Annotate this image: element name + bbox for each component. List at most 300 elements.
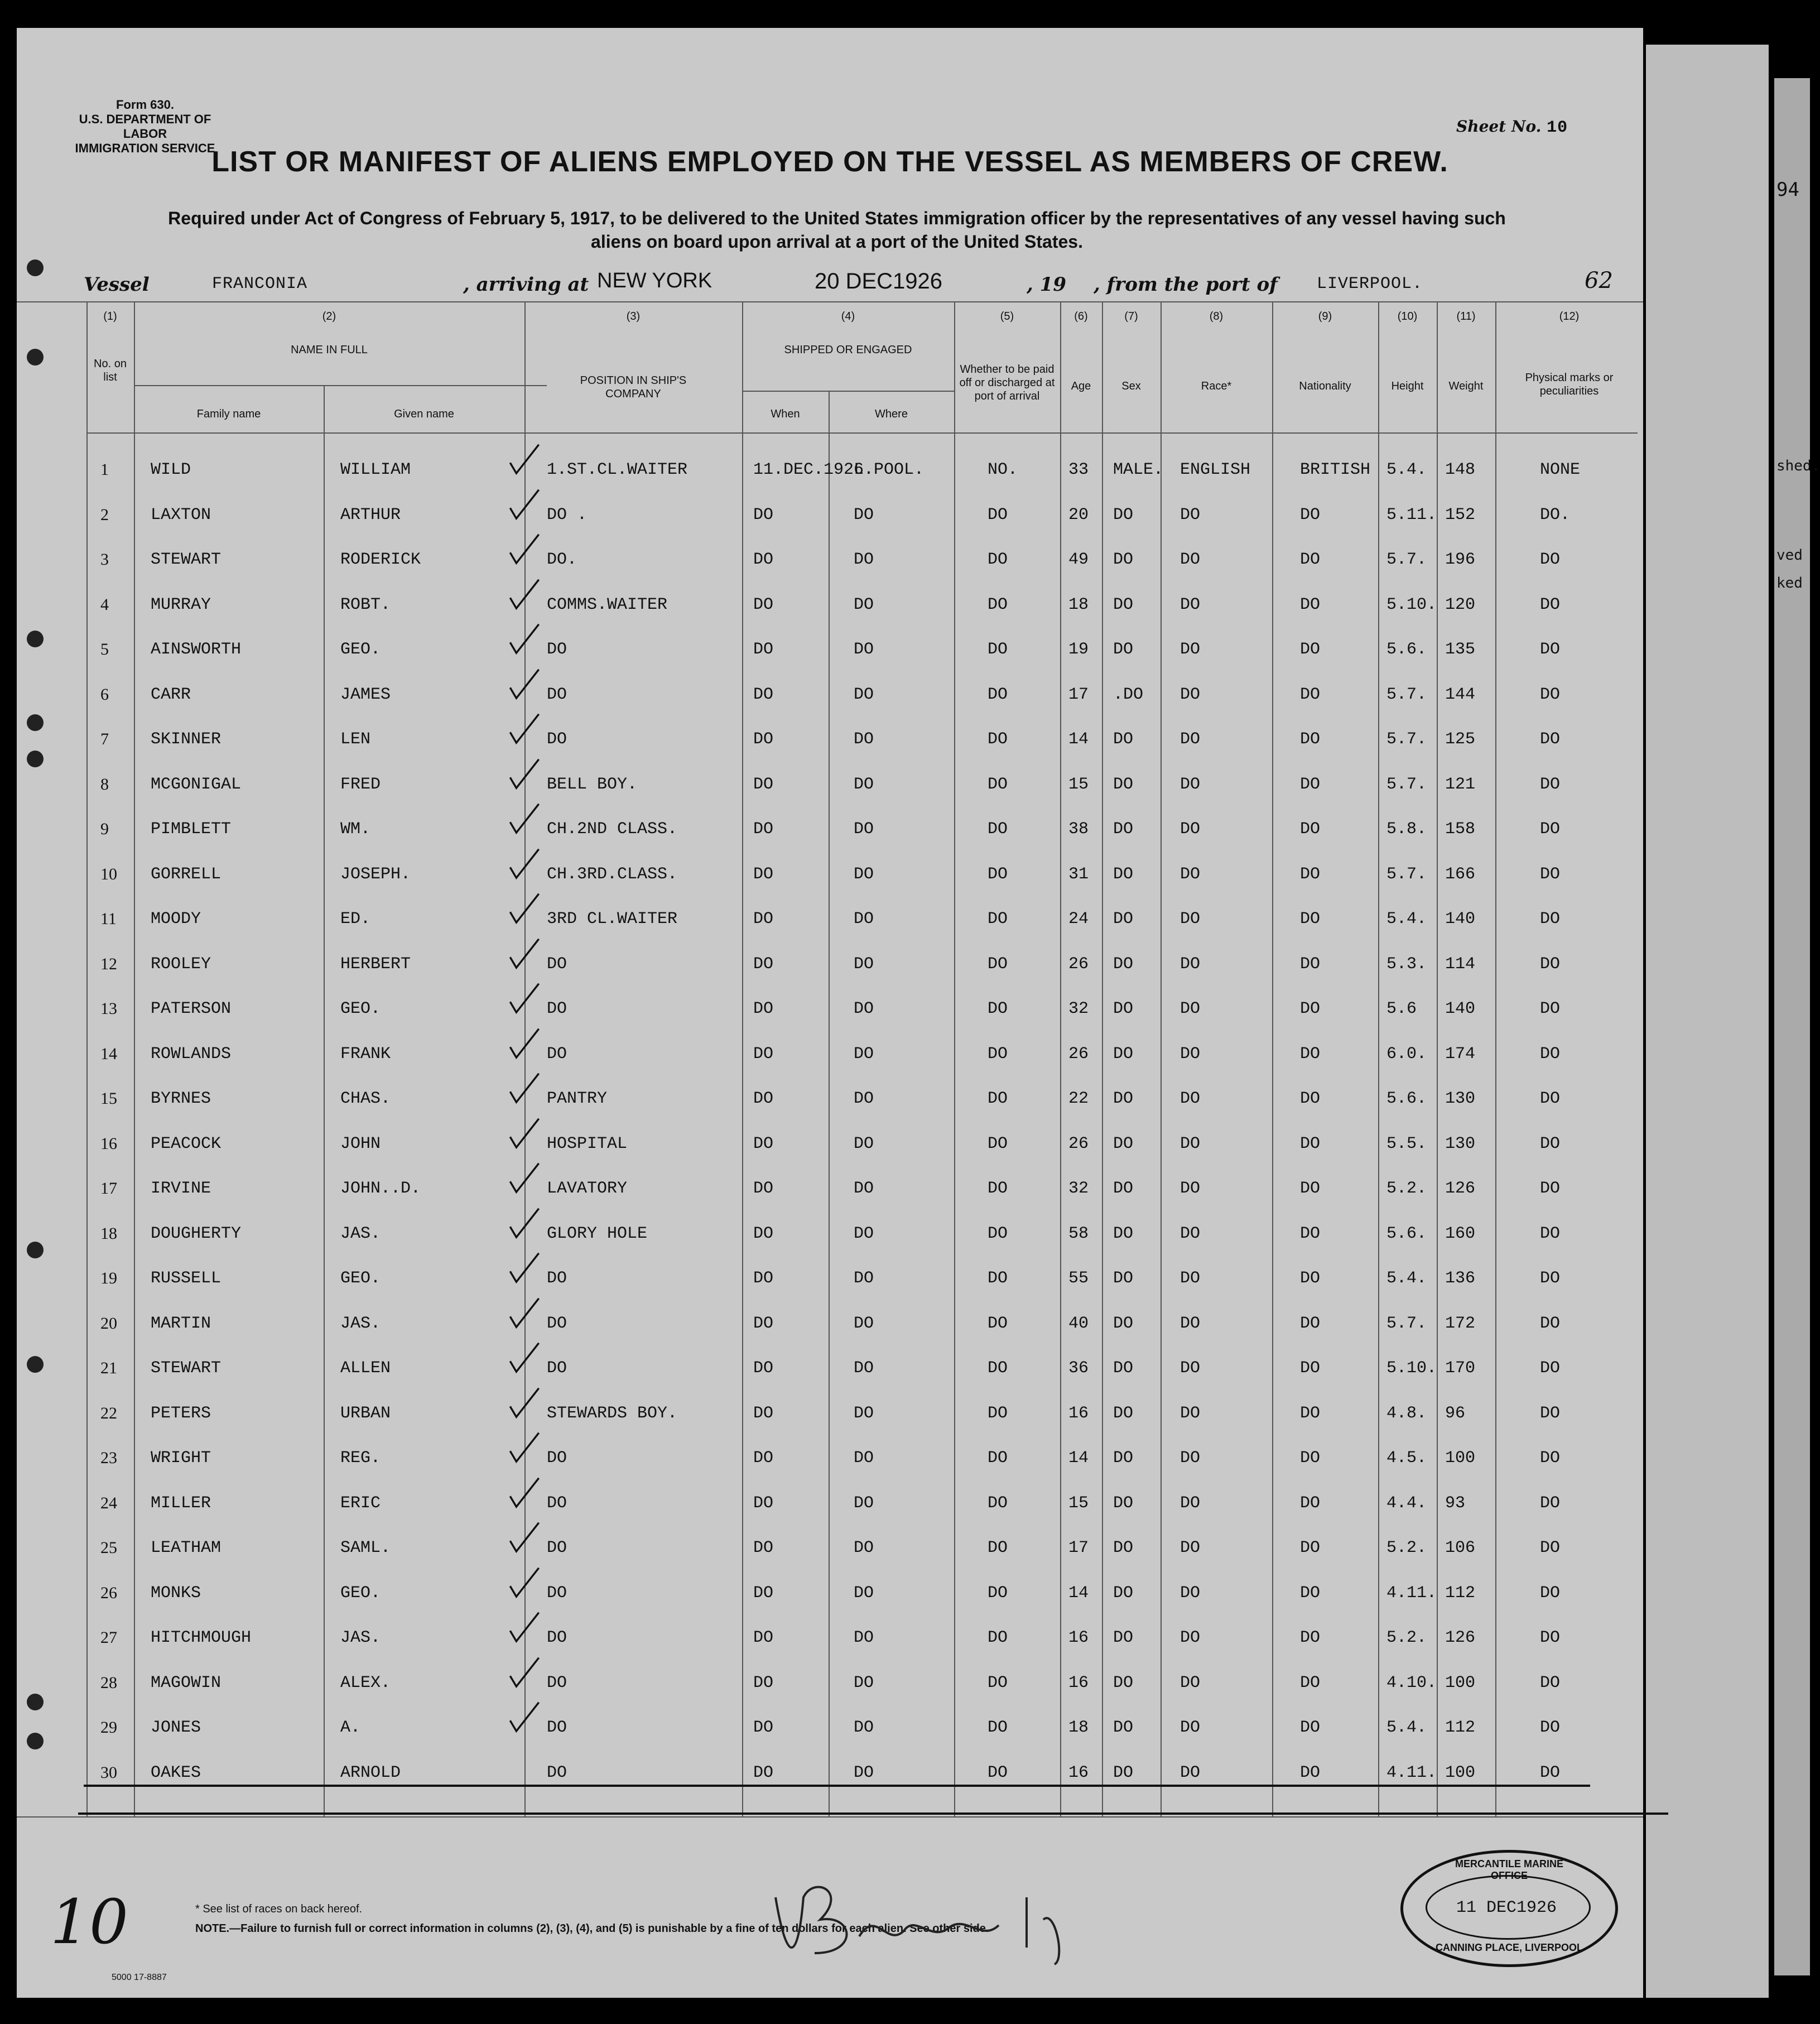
- cell-given-name: FRED: [340, 775, 381, 794]
- cell-family-name: CARR: [151, 685, 191, 704]
- cell-sex: DO: [1113, 1314, 1134, 1333]
- cell-family-name: MONKS: [151, 1583, 201, 1603]
- check-mark-icon: [508, 983, 541, 1016]
- header-nationality: Nationality: [1299, 380, 1351, 392]
- cell-shipped-when: DO: [753, 1493, 774, 1513]
- cell-marks: DO: [1540, 1089, 1561, 1108]
- cell-weight: 106: [1445, 1539, 1476, 1557]
- col-rule: [1378, 301, 1379, 1816]
- arrival-date-stamp: 20 DEC1926: [815, 269, 943, 294]
- cell-sex: DO: [1113, 730, 1134, 749]
- cell-shipped-when: DO: [753, 1583, 774, 1603]
- punch-hole: [27, 349, 44, 366]
- cell-nationality: DO: [1300, 550, 1321, 569]
- cell-race: DO: [1180, 1089, 1201, 1108]
- col-rule: [742, 301, 743, 1816]
- cell-race: DO: [1180, 1493, 1201, 1513]
- cell-position: DO: [547, 1044, 567, 1064]
- cell-sex: DO: [1113, 1089, 1134, 1108]
- cell-family-name: PEACOCK: [151, 1134, 222, 1153]
- cell-race: DO: [1180, 1403, 1201, 1423]
- cell-race: DO: [1180, 775, 1201, 794]
- shipped-header-rule: [742, 391, 954, 392]
- cell-nationality: DO: [1300, 505, 1321, 525]
- service-label: IMMIGRATION SERVICE: [75, 141, 215, 155]
- cell-row-number: 9: [100, 820, 109, 838]
- col-rule: [1060, 301, 1061, 1816]
- cell-race: DO: [1180, 1763, 1201, 1782]
- cell-nationality: DO: [1300, 954, 1321, 974]
- cell-weight: 96: [1445, 1403, 1466, 1423]
- cell-weight: 93: [1445, 1493, 1466, 1513]
- cell-height: 4.10.: [1386, 1673, 1437, 1693]
- cell-age: 14: [1068, 1583, 1089, 1603]
- cell-race: DO: [1180, 820, 1201, 839]
- cell-given-name: JAS.: [340, 1224, 381, 1243]
- cell-nationality: DO: [1300, 1628, 1321, 1647]
- cell-shipped-where: DO: [854, 640, 874, 659]
- cell-nationality: DO: [1300, 1403, 1321, 1423]
- punch-hole: [27, 259, 44, 276]
- cell-sex: DO: [1113, 775, 1134, 794]
- cell-family-name: MAGOWIN: [151, 1673, 222, 1693]
- header-no-on-list: No. on list: [94, 358, 127, 383]
- cell-sex: DO: [1113, 1539, 1134, 1557]
- cell-weight: 130: [1445, 1134, 1476, 1153]
- cell-paid-off: DO: [988, 685, 1008, 704]
- page-mark: 62: [1585, 268, 1613, 294]
- cell-weight: 121: [1445, 775, 1476, 794]
- cell-nationality: DO: [1300, 910, 1321, 929]
- header-height: Height: [1391, 380, 1424, 392]
- check-mark-icon: [508, 623, 541, 657]
- cell-weight: 126: [1445, 1179, 1476, 1198]
- cell-marks: DO: [1540, 1449, 1561, 1468]
- cell-height: 5.5.: [1386, 1134, 1427, 1153]
- cell-sex: DO: [1113, 820, 1134, 839]
- cell-age: 26: [1068, 954, 1089, 974]
- sheet-number-label: Sheet No. 10: [1456, 117, 1568, 137]
- cell-paid-off: DO: [988, 595, 1008, 614]
- header-when: When: [771, 408, 800, 420]
- cell-shipped-when: DO: [753, 505, 774, 525]
- cell-given-name: WM.: [340, 820, 371, 839]
- check-mark-icon: [508, 1118, 541, 1151]
- cell-sex: DO: [1113, 1224, 1134, 1243]
- cell-marks: DO: [1540, 820, 1561, 839]
- cell-shipped-when: DO: [753, 954, 774, 974]
- cell-sex: DO: [1113, 1359, 1134, 1378]
- cell-nationality: DO: [1300, 1179, 1321, 1198]
- cell-weight: 135: [1445, 640, 1476, 659]
- year-label: , 19: [1027, 273, 1066, 296]
- cell-height: 5.10.: [1386, 1359, 1437, 1378]
- col-num-2: (2): [322, 310, 336, 323]
- cell-height: 5.8.: [1386, 820, 1427, 839]
- cell-given-name: URBAN: [340, 1403, 391, 1423]
- cell-nationality: DO: [1300, 1449, 1321, 1468]
- cell-weight: 140: [1445, 999, 1476, 1018]
- cell-shipped-when: DO: [753, 820, 774, 839]
- cell-marks: DO: [1540, 1718, 1561, 1737]
- cell-age: 16: [1068, 1763, 1089, 1782]
- cell-row-number: 19: [100, 1269, 117, 1287]
- cell-row-number: 4: [100, 595, 109, 614]
- cell-position: DO: [547, 640, 567, 659]
- cell-marks: DO: [1540, 1179, 1561, 1198]
- cell-age: 32: [1068, 1179, 1089, 1198]
- col-num-5: (5): [1000, 310, 1014, 323]
- cell-position: DO: [547, 1449, 567, 1468]
- cell-shipped-where: DO: [854, 1134, 874, 1153]
- cell-age: 40: [1068, 1314, 1089, 1333]
- cell-family-name: LAXTON: [151, 505, 211, 525]
- cell-age: 15: [1068, 775, 1089, 794]
- col-rule: [1437, 301, 1438, 1816]
- col-rule: [324, 385, 325, 1816]
- col-rule: [134, 301, 135, 1816]
- cell-weight: 174: [1445, 1044, 1476, 1064]
- cell-position: DO: [547, 1583, 567, 1603]
- check-mark-icon: [508, 533, 541, 567]
- cell-age: 31: [1068, 864, 1089, 884]
- punch-hole: [27, 714, 44, 731]
- cell-position: DO: [547, 1539, 567, 1557]
- cell-marks: DO: [1540, 910, 1561, 929]
- manifest-sheet: [17, 28, 1643, 1998]
- adjacent-fragment-2: shed.: [1776, 458, 1820, 474]
- cell-marks: NONE: [1540, 460, 1581, 479]
- form-title: LIST OR MANIFEST OF ALIENS EMPLOYED ON THE VESSEL AS MEMBERS OF CREW.: [211, 146, 1448, 178]
- cell-age: 32: [1068, 999, 1089, 1018]
- check-mark-icon: [508, 803, 541, 836]
- cell-marks: DO: [1540, 1628, 1561, 1647]
- cell-position: DO: [547, 1718, 567, 1737]
- cell-row-number: 11: [100, 910, 117, 928]
- check-mark-icon: [508, 1297, 541, 1331]
- cell-given-name: GEO.: [340, 1269, 381, 1288]
- cell-sex: DO: [1113, 1044, 1134, 1064]
- punch-hole: [27, 1694, 44, 1710]
- cell-race: DO: [1180, 954, 1201, 974]
- voyage-line: [84, 268, 1635, 301]
- header-marks: Physical marks or peculiarities: [1525, 372, 1614, 397]
- cell-position: DO .: [547, 505, 588, 525]
- cell-sex: MALE.: [1113, 460, 1164, 479]
- cell-sex: DO: [1113, 1583, 1134, 1603]
- cell-row-number: 12: [100, 954, 117, 973]
- cell-paid-off: DO: [988, 1583, 1008, 1603]
- check-mark-icon: [508, 579, 541, 612]
- cell-family-name: PETERS: [151, 1403, 211, 1423]
- cell-position: GLORY HOLE: [547, 1224, 648, 1243]
- cell-position: DO: [547, 685, 567, 704]
- cell-race: DO: [1180, 1583, 1201, 1603]
- cell-shipped-where: DO: [854, 505, 874, 525]
- check-mark-icon: [508, 669, 541, 702]
- cell-marks: DO: [1540, 640, 1561, 659]
- cell-shipped-when: DO: [753, 1269, 774, 1288]
- header-bottom-rule: [86, 432, 1638, 434]
- cell-shipped-where: DO: [854, 595, 874, 614]
- cell-shipped-when: DO: [753, 1718, 774, 1737]
- cell-position: 1.ST.CL.WAITER: [547, 460, 688, 479]
- cell-age: 18: [1068, 595, 1089, 614]
- cell-family-name: PIMBLETT: [151, 820, 232, 839]
- cell-weight: 112: [1445, 1718, 1476, 1737]
- cell-height: 5.4.: [1386, 910, 1427, 929]
- cell-row-number: 14: [100, 1044, 117, 1063]
- cell-marks: DO: [1540, 595, 1561, 614]
- cell-shipped-where: DO: [854, 1493, 874, 1513]
- check-mark-icon: [508, 758, 541, 792]
- footer-note-races: * See list of races on back hereof.: [195, 1903, 363, 1915]
- cell-given-name: REG.: [340, 1449, 381, 1468]
- cell-row-number: 16: [100, 1134, 117, 1153]
- cell-shipped-when: DO: [753, 685, 774, 704]
- cell-position: CH.3RD.CLASS.: [547, 864, 678, 884]
- cell-row-number: 5: [100, 640, 109, 658]
- cell-height: 5.6.: [1386, 640, 1427, 659]
- cell-height: 5.3.: [1386, 954, 1427, 974]
- cell-shipped-when: DO: [753, 910, 774, 929]
- cell-weight: 160: [1445, 1224, 1476, 1243]
- cell-row-number: 18: [100, 1224, 117, 1243]
- cell-row-number: 7: [100, 730, 109, 748]
- cell-race: DO: [1180, 1269, 1201, 1288]
- cell-height: 4.8.: [1386, 1403, 1427, 1423]
- cell-sex: DO: [1113, 1718, 1134, 1737]
- cell-age: 26: [1068, 1044, 1089, 1064]
- cell-nationality: BRITISH: [1300, 460, 1371, 479]
- col-num-6: (6): [1074, 310, 1088, 323]
- cell-race: ENGLISH: [1180, 460, 1251, 479]
- arriving-label: , arriving at: [463, 273, 589, 296]
- cell-sex: DO: [1113, 1673, 1134, 1693]
- cell-shipped-where: DO: [854, 1044, 874, 1064]
- cell-height: 5.4.: [1386, 1269, 1427, 1288]
- cell-nationality: DO: [1300, 685, 1321, 704]
- punch-hole: [27, 631, 44, 647]
- cell-marks: DO: [1540, 1044, 1561, 1064]
- cell-position: PANTRY: [547, 1089, 608, 1108]
- cell-race: DO: [1180, 999, 1201, 1018]
- form-subtitle: Required under Act of Congress of February 5, 1917, to be delivered to the United States immigration officer by the representatives of any vessel having such aliens on board upon arrival at a port of the United States.: [168, 208, 1506, 252]
- cell-sex: DO: [1113, 1179, 1134, 1198]
- cell-marks: DO: [1540, 730, 1561, 749]
- cell-weight: 100: [1445, 1449, 1476, 1468]
- cell-family-name: MILLER: [151, 1493, 211, 1513]
- cell-shipped-where: DO: [854, 1673, 874, 1693]
- col-num-1: (1): [103, 310, 117, 323]
- cell-shipped-when: DO: [753, 730, 774, 749]
- cell-given-name: JOHN..D.: [340, 1179, 421, 1198]
- cell-height: 5.2.: [1386, 1628, 1427, 1647]
- check-mark-icon: [508, 1522, 541, 1555]
- cell-weight: 166: [1445, 864, 1476, 884]
- signature: [764, 1875, 1121, 1970]
- cell-shipped-when: DO: [753, 595, 774, 614]
- col-rule: [1102, 301, 1103, 1816]
- arriving-port: NEW YORK: [597, 269, 712, 292]
- cell-position: DO.: [547, 550, 577, 569]
- cell-shipped-where: DO: [854, 1224, 874, 1243]
- cell-weight: 120: [1445, 595, 1476, 614]
- cell-sex: DO: [1113, 864, 1134, 884]
- cell-given-name: ED.: [340, 910, 371, 929]
- cell-given-name: ALEX.: [340, 1673, 391, 1693]
- header-family-name: Family name: [196, 408, 261, 420]
- cell-nationality: DO: [1300, 1269, 1321, 1288]
- handwritten-sheet-mark: 10: [50, 1886, 128, 1958]
- cell-shipped-where: DO: [854, 1718, 874, 1737]
- table-bottom-rule: [17, 1816, 1643, 1818]
- cell-nationality: DO: [1300, 1539, 1321, 1557]
- cell-shipped-where: DO: [854, 1403, 874, 1423]
- cell-given-name: ARNOLD: [340, 1763, 401, 1782]
- cell-row-number: 29: [100, 1718, 117, 1737]
- cell-shipped-when: DO: [753, 1539, 774, 1557]
- cell-height: 5.7.: [1386, 1314, 1427, 1333]
- cell-weight: 148: [1445, 460, 1476, 479]
- cell-position: COMMS.WAITER: [547, 595, 668, 614]
- cell-given-name: ARTHUR: [340, 505, 401, 525]
- cell-height: 6.0.: [1386, 1044, 1427, 1064]
- cell-age: 22: [1068, 1089, 1089, 1108]
- cell-race: DO: [1180, 505, 1201, 525]
- cell-given-name: FRANK: [340, 1044, 391, 1064]
- cell-weight: 172: [1445, 1314, 1476, 1333]
- cell-sex: DO: [1113, 1403, 1134, 1423]
- cell-nationality: DO: [1300, 595, 1321, 614]
- cell-age: 58: [1068, 1224, 1089, 1243]
- cell-race: DO: [1180, 685, 1201, 704]
- cell-height: 4.11.: [1386, 1763, 1437, 1782]
- cell-shipped-where: DO: [854, 1539, 874, 1557]
- col-num-8: (8): [1209, 310, 1224, 323]
- cell-family-name: WRIGHT: [151, 1449, 211, 1468]
- cell-paid-off: DO: [988, 1269, 1008, 1288]
- check-mark-icon: [508, 444, 541, 477]
- cell-family-name: MURRAY: [151, 595, 211, 614]
- cell-position: DO: [547, 1314, 567, 1333]
- adjacent-fragment-4: ked: [1776, 575, 1803, 592]
- cell-family-name: STEWART: [151, 550, 222, 569]
- cell-given-name: GEO.: [340, 1583, 381, 1603]
- check-mark-icon: [508, 1567, 541, 1600]
- cell-paid-off: DO: [988, 954, 1008, 974]
- cell-paid-off: DO: [988, 1628, 1008, 1647]
- cell-paid-off: DO: [988, 1359, 1008, 1378]
- cell-age: 36: [1068, 1359, 1089, 1378]
- cell-weight: 114: [1445, 954, 1476, 974]
- cell-shipped-where: DO: [854, 910, 874, 929]
- cell-paid-off: DO: [988, 999, 1008, 1018]
- col-rule: [829, 391, 830, 1816]
- check-mark-icon: [508, 1657, 541, 1690]
- cell-height: 4.5.: [1386, 1449, 1427, 1468]
- cell-row-number: 10: [100, 864, 117, 883]
- cell-shipped-when: DO: [753, 1179, 774, 1198]
- cell-paid-off: DO: [988, 1089, 1008, 1108]
- cell-paid-off: NO.: [988, 460, 1018, 479]
- cell-row-number: 2: [100, 505, 109, 524]
- cell-height: 5.7.: [1386, 550, 1427, 569]
- cell-family-name: GORRELL: [151, 864, 222, 884]
- cell-row-number: 6: [100, 685, 109, 704]
- cell-family-name: PATERSON: [151, 999, 232, 1018]
- cell-row-number: 21: [100, 1359, 117, 1377]
- cell-height: 5.10.: [1386, 595, 1437, 614]
- cell-paid-off: DO: [988, 910, 1008, 929]
- col-num-3: (3): [626, 310, 641, 323]
- cell-marks: DO: [1540, 1359, 1561, 1378]
- cell-shipped-when: DO: [753, 1044, 774, 1064]
- cell-shipped-when: DO: [753, 640, 774, 659]
- cell-given-name: HERBERT: [340, 954, 411, 974]
- cell-position: DO: [547, 730, 567, 749]
- punch-hole: [27, 751, 44, 767]
- cell-paid-off: DO: [988, 820, 1008, 839]
- cell-position: STEWARDS BOY.: [547, 1403, 678, 1423]
- name-header-rule: [134, 385, 547, 386]
- cell-position: DO: [547, 999, 567, 1018]
- check-mark-icon: [508, 1252, 541, 1286]
- cell-age: 55: [1068, 1269, 1089, 1288]
- cell-marks: DO: [1540, 1763, 1561, 1782]
- col-num-4: (4): [841, 310, 855, 323]
- cell-height: 5.6.: [1386, 1224, 1427, 1243]
- cell-race: DO: [1180, 640, 1201, 659]
- cell-shipped-when: DO: [753, 1089, 774, 1108]
- cell-given-name: GEO.: [340, 640, 381, 659]
- cell-row-number: 23: [100, 1449, 117, 1467]
- cell-shipped-when: DO: [753, 1314, 774, 1333]
- cell-shipped-when: DO: [753, 1628, 774, 1647]
- cell-race: DO: [1180, 1539, 1201, 1557]
- col-num-9: (9): [1318, 310, 1332, 323]
- cell-race: DO: [1180, 1628, 1201, 1647]
- cell-shipped-where: DO: [854, 1449, 874, 1468]
- cell-row-number: 20: [100, 1314, 117, 1333]
- cell-age: 15: [1068, 1493, 1089, 1513]
- cell-race: DO: [1180, 730, 1201, 749]
- cell-race: DO: [1180, 864, 1201, 884]
- cell-shipped-when: DO: [753, 1763, 774, 1782]
- cell-shipped-when: DO: [753, 1673, 774, 1693]
- check-mark-icon: [508, 1342, 541, 1376]
- cell-height: 5.6.: [1386, 1089, 1427, 1108]
- cell-nationality: DO: [1300, 1044, 1321, 1064]
- cell-height: 5.2.: [1386, 1179, 1427, 1198]
- check-mark-icon: [508, 848, 541, 882]
- cell-shipped-when: DO: [753, 1224, 774, 1243]
- cell-family-name: JONES: [151, 1718, 201, 1737]
- cell-position: DO: [547, 1269, 567, 1288]
- cell-given-name: LEN: [340, 730, 371, 749]
- cell-shipped-where: DO: [854, 1583, 874, 1603]
- check-mark-icon: [508, 1208, 541, 1241]
- cell-family-name: AINSWORTH: [151, 640, 242, 659]
- footer-note-penalty: NOTE.—Failure to furnish full or correct information in columns (2), (3), (4), and (5) is punishable by a fine of ten dollars for each alien. See other side.: [195, 1922, 989, 1935]
- cell-row-number: 28: [100, 1673, 117, 1692]
- cell-marks: DO: [1540, 550, 1561, 569]
- cell-shipped-where: DO: [854, 1628, 874, 1647]
- cell-sex: DO: [1113, 1449, 1134, 1468]
- cell-sex: DO: [1113, 1493, 1134, 1513]
- strike-line: [84, 1785, 1590, 1787]
- cell-family-name: DOUGHERTY: [151, 1224, 242, 1243]
